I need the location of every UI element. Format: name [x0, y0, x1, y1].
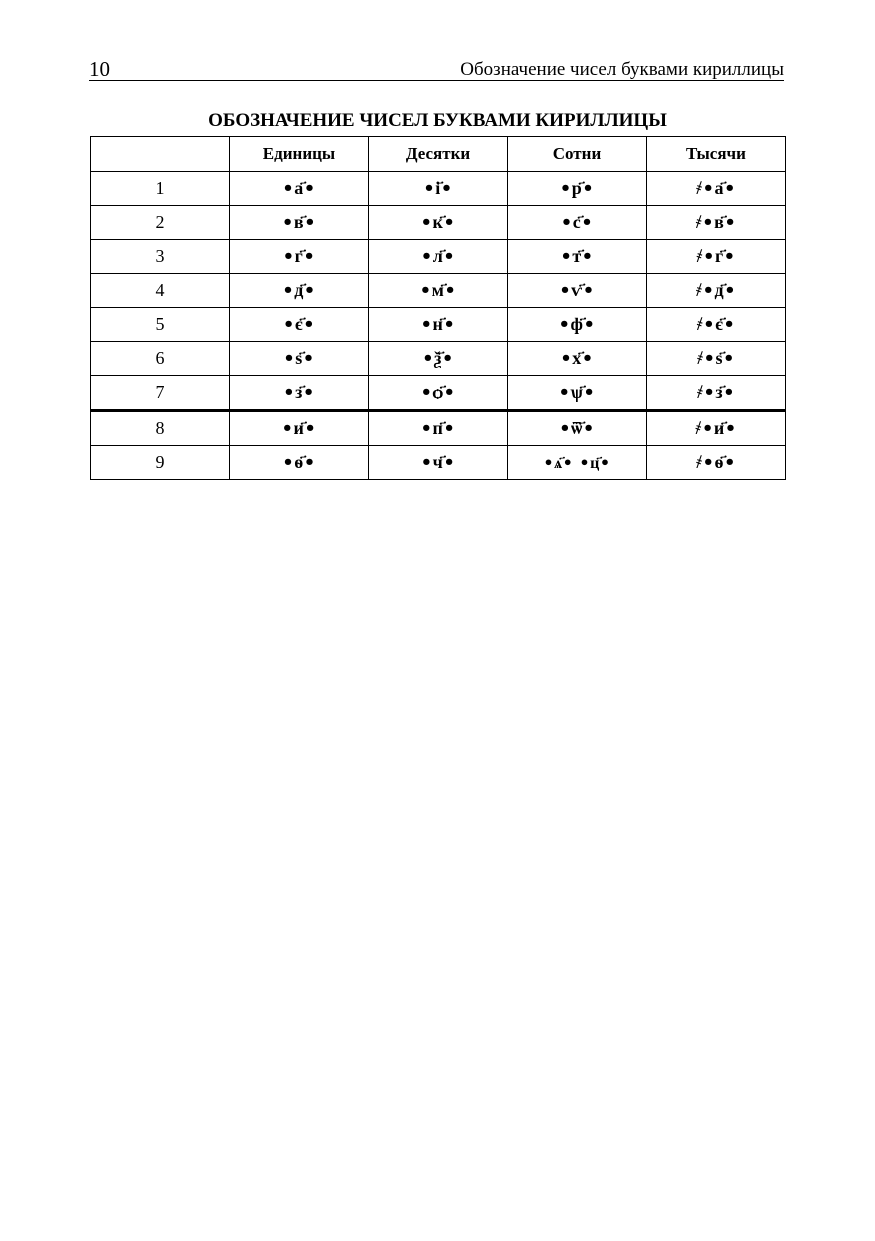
- thousands-cell: ҂•з҃•: [647, 376, 786, 411]
- units-cell: •ѳ҃•: [230, 446, 369, 480]
- tens-cell: •н҃•: [369, 308, 508, 342]
- hundreds-cell: •с҃•: [508, 206, 647, 240]
- column-header-hundreds: Сотни: [508, 137, 647, 172]
- units-cell: •є҃•: [230, 308, 369, 342]
- tens-cell: •і҃•: [369, 172, 508, 206]
- table-row: [91, 411, 786, 446]
- hundreds-cell: •ф҃•: [508, 308, 647, 342]
- units-cell: •з҃•: [230, 376, 369, 411]
- column-header-empty: [91, 137, 230, 172]
- hundreds-cell: •т҃•: [508, 240, 647, 274]
- table-row: [91, 274, 786, 308]
- table-title: ОБОЗНАЧЕНИЕ ЧИСЕЛ БУКВАМИ КИРИЛЛИЦЫ: [208, 110, 667, 131]
- thousands-cell: ҂•в҃•: [647, 206, 786, 240]
- page-header: [89, 58, 784, 81]
- table-row: [91, 172, 786, 206]
- table-row: [91, 308, 786, 342]
- table-row: [91, 240, 786, 274]
- row-number: 4: [91, 274, 230, 308]
- hundreds-cell: •р҃•: [508, 172, 647, 206]
- table-row: [91, 342, 786, 376]
- thousands-cell: ҂•ѳ҃•: [647, 446, 786, 480]
- column-header-thousands: Тысячи: [647, 137, 786, 172]
- tens-cell: •п҃•: [369, 411, 508, 446]
- running-title: Обозначение чисел буквами кириллицы: [460, 59, 784, 80]
- column-header-units: Единицы: [230, 137, 369, 172]
- units-cell: •г҃•: [230, 240, 369, 274]
- row-number: 2: [91, 206, 230, 240]
- thousands-cell: ҂•є҃•: [647, 308, 786, 342]
- hundreds-cell: •ѿ҃•: [508, 411, 647, 446]
- tens-cell: •л҃•: [369, 240, 508, 274]
- hundreds-cell: •ѧ҃• •ц҃•: [508, 446, 647, 480]
- column-header-tens: Десятки: [369, 137, 508, 172]
- thousands-cell: ҂•д҃•: [647, 274, 786, 308]
- tens-cell: •м҃•: [369, 274, 508, 308]
- row-number: 5: [91, 308, 230, 342]
- row-number: 8: [91, 411, 230, 446]
- units-cell: •д҃•: [230, 274, 369, 308]
- thousands-cell: ҂•а҃•: [647, 172, 786, 206]
- units-cell: •и҃•: [230, 411, 369, 446]
- tens-cell: •к҃•: [369, 206, 508, 240]
- hundreds-cell: •х҃•: [508, 342, 647, 376]
- hundreds-cell: •ѱ҃•: [508, 376, 647, 411]
- numerals-table: [90, 136, 786, 480]
- row-number: 7: [91, 376, 230, 411]
- tens-cell: •ѯ҃•: [369, 342, 508, 376]
- row-number: 3: [91, 240, 230, 274]
- table-row: [91, 446, 786, 480]
- units-cell: •в҃•: [230, 206, 369, 240]
- row-number: 6: [91, 342, 230, 376]
- thousands-cell: ҂•г҃•: [647, 240, 786, 274]
- hundreds-cell: •ѵ҃•: [508, 274, 647, 308]
- units-cell: •а҃•: [230, 172, 369, 206]
- page-number: 10: [89, 57, 110, 81]
- thousands-cell: ҂•и҃•: [647, 411, 786, 446]
- table-row: [91, 206, 786, 240]
- tens-cell: •ѻ҃•: [369, 376, 508, 411]
- table-row: [91, 376, 786, 411]
- row-number: 9: [91, 446, 230, 480]
- thousands-cell: ҂•ѕ҃•: [647, 342, 786, 376]
- units-cell: •ѕ҃•: [230, 342, 369, 376]
- tens-cell: •ч҃•: [369, 446, 508, 480]
- row-number: 1: [91, 172, 230, 206]
- table-header-row: [91, 137, 786, 172]
